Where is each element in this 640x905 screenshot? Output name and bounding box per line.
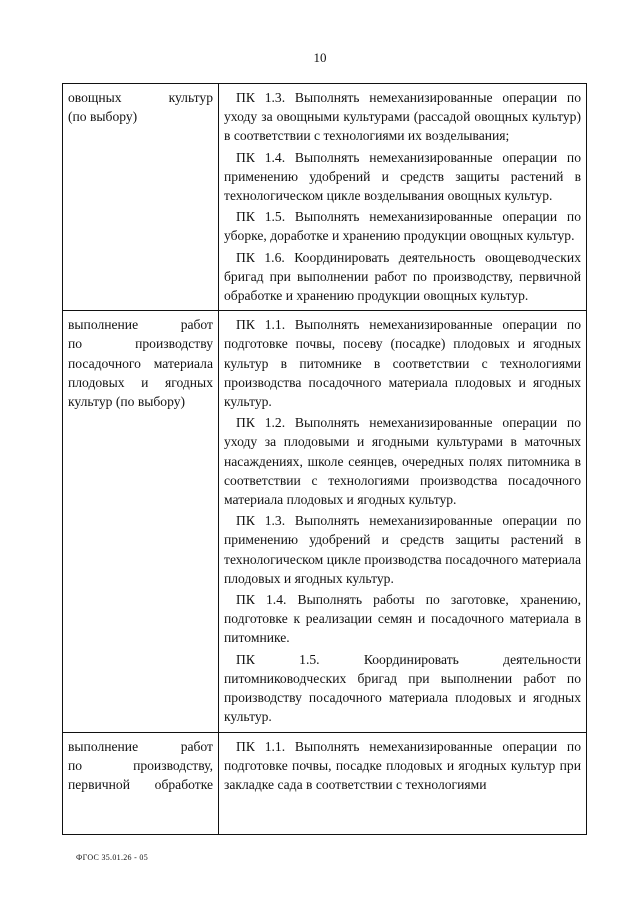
profile-line: посадочного материала — [68, 355, 213, 371]
competencies-cell — [219, 311, 587, 732]
profile-cell — [63, 732, 219, 834]
table-row — [63, 311, 587, 732]
competency-item: ПК 1.1. Выполнять немеханизированные операции по подготовке почвы, посеву (посадке) плодовых и ягодных культур в питомнике в соответствии с технологиями производства посадочного материала плодовых и ягодных культур. — [224, 317, 581, 410]
competencies-table — [62, 83, 587, 835]
competency-item: ПК 1.6. Координировать деятельность овощеводческих бригад при выполнении работ по производству, первичной обработке и хранению продукции овощных культур. — [224, 249, 581, 304]
competency-item: ПК 1.4. Выполнять немеханизированные операции по применению удобрений и средств защиты растений в технологическом цикле возделывания овощных культур. — [224, 149, 581, 204]
profile-line: (по выбору) — [68, 109, 138, 125]
profile-line: первичной обработке — [68, 776, 213, 792]
competency-item: ПК 1.1. Выполнять немеханизированные операции по подготовке почвы, посадке плодовых и ягодных культур при закладке сада в соответствии с технологиями — [224, 738, 581, 792]
profile-cell — [63, 311, 219, 732]
competencies-cell — [219, 84, 587, 311]
profile-line: выполнение работ — [68, 317, 213, 333]
profile-line: плодовых и ягодных — [68, 374, 213, 390]
competency-item: ПК 1.5. Координировать деятельности питомниководческих бригад при выполнении работ по производству посадочного материала плодовых и ягодных культур. — [224, 651, 581, 725]
competency-item: ПК 1.3. Выполнять немеханизированные операции по применению удобрений и средств защиты растений в технологическом цикле производства посадочного материала плодовых и ягодных культур. — [224, 513, 581, 586]
profile-line: по производству — [68, 336, 213, 352]
competency-item: ПК 1.2. Выполнять немеханизированные операции по уходу за плодовыми и ягодными культурами в маточных насаждениях, школе сеянцев, очередных полях питомника в соответствии с технологиями производства посадочного материала плодовых и ягодных культур. — [224, 415, 581, 508]
cell-clip — [224, 737, 581, 817]
table-row — [63, 732, 587, 834]
competency-item: ПК 1.5. Выполнять немеханизированные операции по уборке, доработке и хранению продукции овощных культур. — [224, 209, 581, 244]
profile-line: овощных культур — [68, 90, 213, 105]
competencies-cell — [219, 732, 587, 834]
page-number: 10 — [313, 50, 327, 65]
competency-item: ПК 1.3. Выполнять немеханизированные операции по уходу за овощными культурами (рассадой овощных культур) в соответствии с технологиями их возделывания; — [224, 90, 581, 144]
footer-code: ФГОС 35.01.26 - 05 — [76, 853, 149, 862]
profile-cell — [63, 84, 219, 311]
profile-line: по производству, — [68, 757, 213, 773]
profile-line: выполнение работ — [68, 738, 213, 754]
profile-line: культур (по выбору) — [68, 394, 186, 410]
table-row — [63, 84, 587, 311]
competency-item: ПК 1.4. Выполнять работы по заготовке, хранению, подготовке к реализации семян и посадочного материала в питомнике. — [224, 592, 581, 646]
